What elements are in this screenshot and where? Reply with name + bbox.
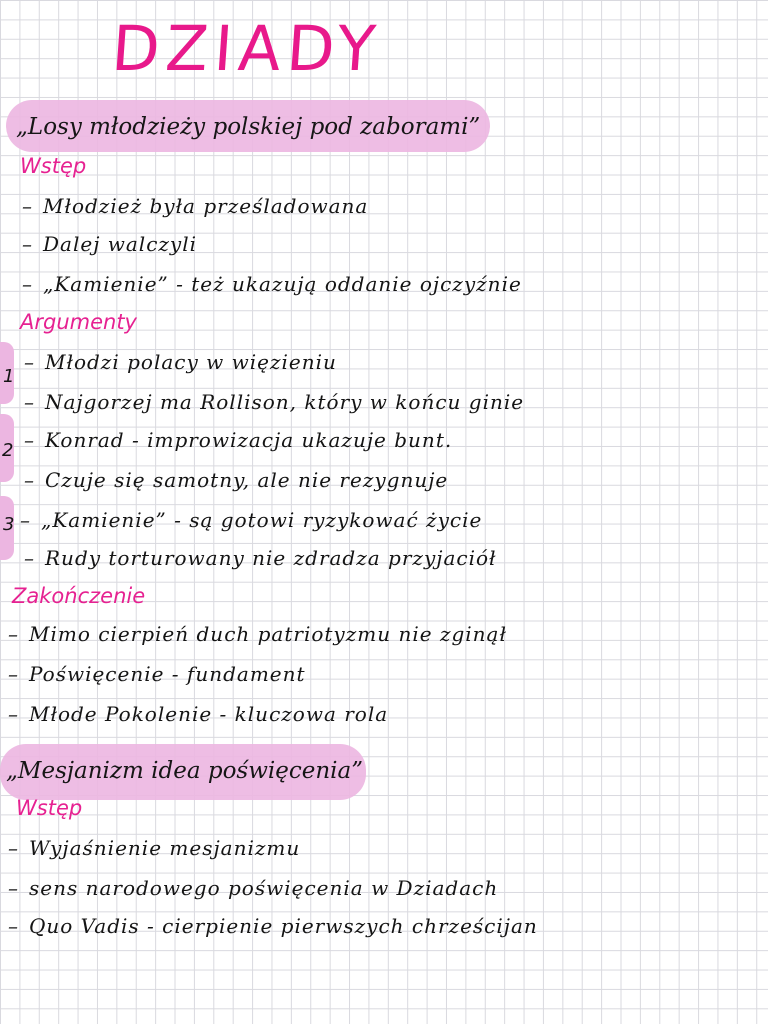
list-item: – Wyjaśnienie mesjanizmu — [8, 836, 301, 860]
intro-heading: Wstęp — [20, 154, 87, 178]
intro-heading: Wstęp — [16, 796, 83, 820]
list-item: – Młode Pokolenie - kluczowa rola — [8, 702, 389, 726]
list-item: – Quo Vadis - cierpienie pierwszych chrześcijan — [8, 914, 538, 938]
list-item: – sens narodowego poświęcenia w Dziadach — [8, 876, 499, 900]
list-item: – Poświęcenie - fundament — [8, 662, 306, 686]
list-item: – Młodzi polacy w więzieniu — [24, 350, 337, 374]
list-item: – Czuje się samotny, ale nie rezygnuje — [24, 468, 449, 492]
topic-heading: „Losy młodzieży polskiej pod zaborami” — [16, 114, 481, 140]
list-item: – „Kamienie” - też ukazują oddanie ojczyźnie — [22, 272, 522, 296]
argument-number: 2 — [2, 440, 14, 461]
list-item: – Mimo cierpień duch patriotyzmu nie zginął — [8, 622, 507, 646]
list-item: – „Kamienie” - są gotowi ryzykować życie — [20, 508, 483, 532]
argument-number: 3 — [3, 514, 15, 535]
topic-heading: „Mesjanizm idea poświęcenia” — [6, 758, 364, 784]
list-item: – Konrad - improwizacja ukazuje bunt. — [24, 428, 453, 452]
list-item: – Najgorzej ma Rollison, który w końcu ginie — [24, 390, 525, 414]
arguments-heading: Argumenty — [20, 310, 137, 334]
list-item: – Dalej walczyli — [22, 232, 198, 256]
list-item: – Rudy torturowany nie zdradza przyjaciół — [24, 546, 497, 570]
argument-number: 1 — [3, 366, 15, 387]
conclusion-heading: Zakończenie — [12, 584, 146, 608]
page-title: DZIADY — [109, 12, 384, 85]
list-item: – Młodzież była prześladowana — [22, 194, 369, 218]
